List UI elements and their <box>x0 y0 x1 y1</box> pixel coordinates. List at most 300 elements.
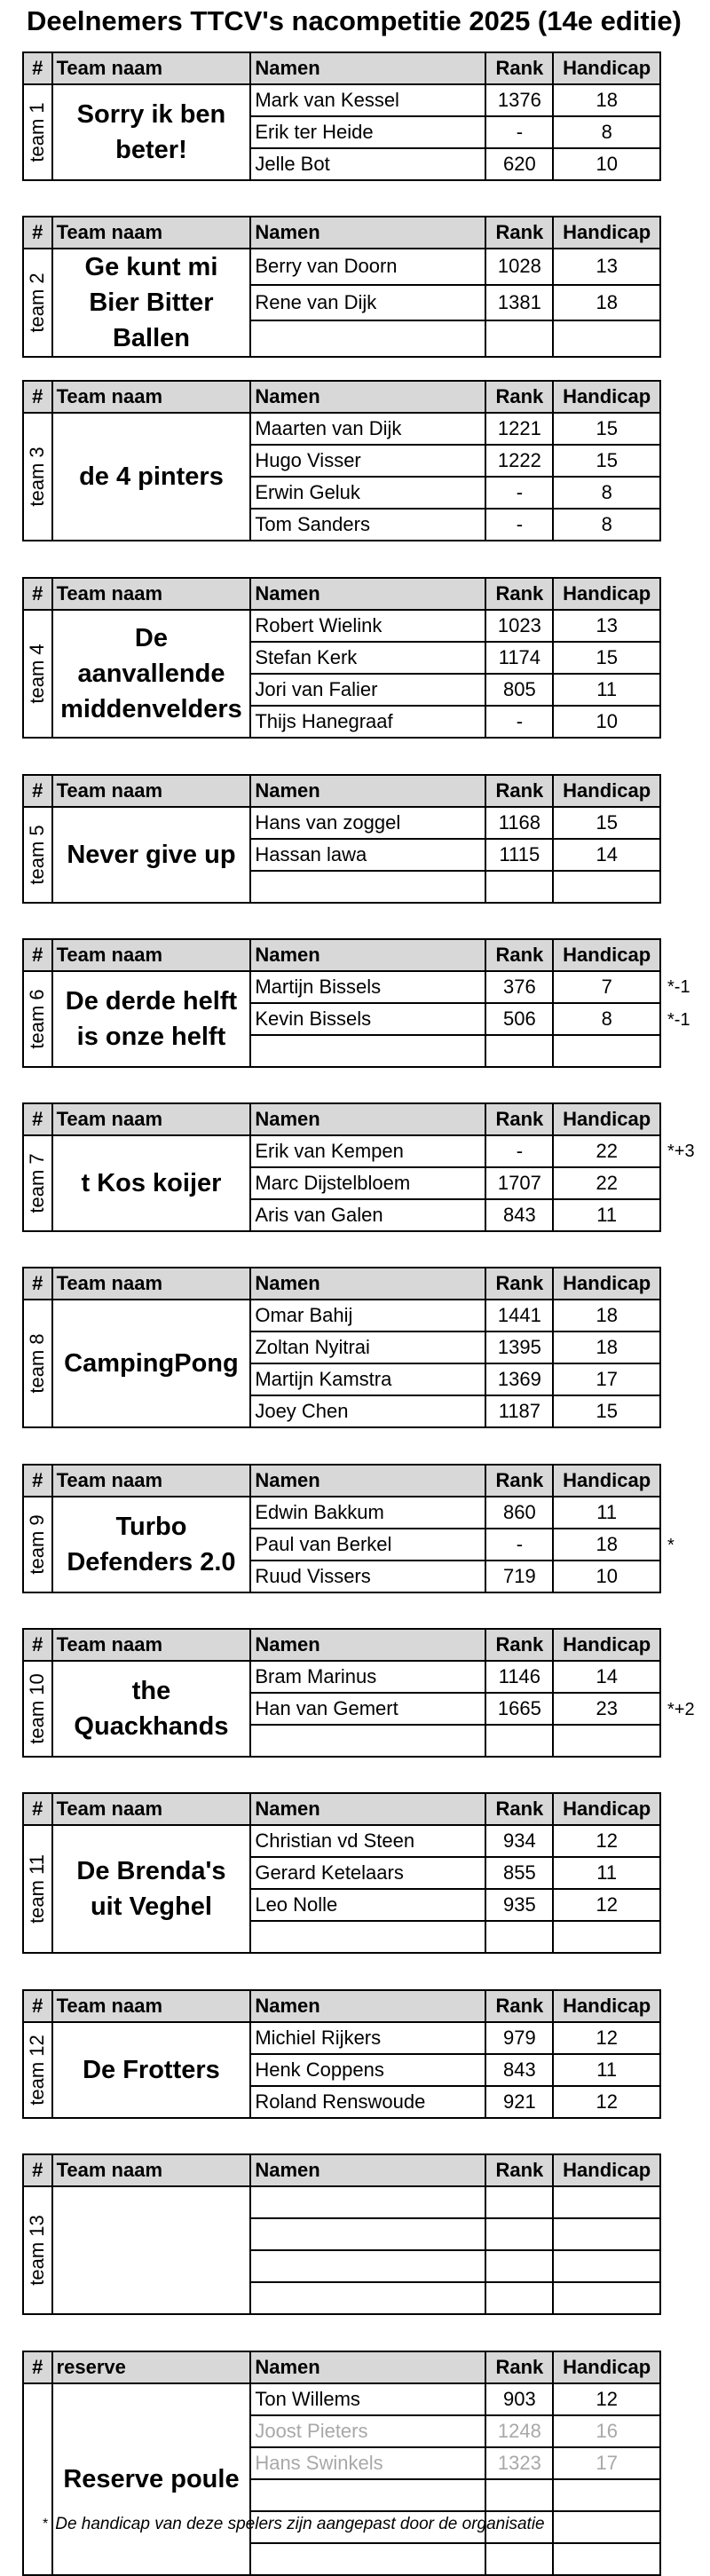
player-handicap: 22 <box>553 1135 660 1167</box>
player-handicap: 18 <box>553 1529 660 1561</box>
header-names: Namen <box>250 2154 485 2186</box>
player-handicap <box>553 2543 660 2575</box>
player-name: Hans Swinkels <box>250 2447 485 2479</box>
team-number-text: team 12 <box>26 2035 49 2106</box>
player-handicap: 12 <box>553 2022 660 2054</box>
player-handicap: 10 <box>553 148 660 180</box>
player-handicap: 13 <box>553 610 660 642</box>
team-number-text: team 4 <box>26 644 49 704</box>
header-rank: Rank <box>485 1990 553 2022</box>
player-name: Kevin Bissels <box>250 1003 485 1035</box>
player-name: Omar Bahij <box>250 1300 485 1331</box>
header-handicap: Handicap <box>553 1990 660 2022</box>
player-name: Hassan lawa <box>250 839 485 871</box>
player-rank <box>485 1921 553 1953</box>
player-name: Joey Chen <box>250 1395 485 1427</box>
player-rank: 1395 <box>485 1331 553 1363</box>
player-name <box>250 2218 485 2250</box>
player-name: Martijn Bissels <box>250 971 485 1003</box>
team-number-text: team 6 <box>26 989 49 1049</box>
player-handicap: 11 <box>553 1857 660 1889</box>
player-rank: 1028 <box>485 249 553 285</box>
player-name: Jelle Bot <box>250 148 485 180</box>
player-name: Henk Coppens <box>250 2054 485 2086</box>
team-number-text: team 13 <box>26 2215 49 2286</box>
team-name: t Kos koijer <box>52 1135 251 1231</box>
header-names: Namen <box>250 217 485 249</box>
team-name: De Brenda's uit Veghel <box>52 1825 251 1953</box>
player-name: Robert Wielink <box>250 610 485 642</box>
player-rank: - <box>485 509 553 541</box>
player-rank: 934 <box>485 1825 553 1857</box>
team-name: Sorry ik ben beter! <box>52 84 251 180</box>
player-name: Hugo Visser <box>250 445 485 477</box>
player-name: Bram Marinus <box>250 1661 485 1693</box>
header-hash: # <box>23 1103 52 1135</box>
header-names: Namen <box>250 1793 485 1825</box>
player-handicap: 17 <box>553 1363 660 1395</box>
player-rank: 1376 <box>485 84 553 116</box>
header-rank: Rank <box>485 217 553 249</box>
header-rank: Rank <box>485 578 553 610</box>
header-hash: # <box>23 217 52 249</box>
header-hash: # <box>23 381 52 413</box>
header-handicap: Handicap <box>553 217 660 249</box>
table-header-row <box>23 52 660 84</box>
player-row <box>23 1300 660 1331</box>
player-handicap: 14 <box>553 839 660 871</box>
team-name: De derde helft is onze helft <box>52 971 251 1067</box>
team-number-text: team 1 <box>26 102 49 162</box>
player-name <box>250 1725 485 1757</box>
player-handicap: 12 <box>553 1889 660 1921</box>
team-number-label <box>23 971 52 1067</box>
player-handicap: 12 <box>553 1825 660 1857</box>
team-name: De Frotters <box>52 2022 251 2118</box>
header-hash: # <box>23 1465 52 1497</box>
player-row <box>23 2186 660 2218</box>
header-hash: # <box>23 1268 52 1300</box>
player-rank: 903 <box>485 2383 553 2415</box>
table-header-row <box>23 2154 660 2186</box>
team-table <box>22 1628 661 1758</box>
table-header-row <box>23 2351 660 2383</box>
header-hash: # <box>23 1793 52 1825</box>
header-team-name: Team naam <box>52 1793 251 1825</box>
team-name: CampingPong <box>52 1300 251 1427</box>
team-table <box>22 2153 661 2315</box>
header-team-name: Team naam <box>52 1990 251 2022</box>
player-name: Ton Willems <box>250 2383 485 2415</box>
player-name: Jori van Falier <box>250 674 485 706</box>
team-number-text: team 8 <box>26 1333 49 1394</box>
player-name: Aris van Galen <box>250 1199 485 1231</box>
header-handicap: Handicap <box>553 2154 660 2186</box>
player-row <box>23 84 660 116</box>
page-title: Deelnemers TTCV's nacompetitie 2025 (14e editie) <box>27 5 682 36</box>
team-table <box>22 577 661 739</box>
player-handicap: 10 <box>553 706 660 738</box>
player-handicap: 18 <box>553 1300 660 1331</box>
player-row <box>23 1825 660 1857</box>
handicap-adjustment-note: *+2 <box>667 1700 695 1719</box>
player-name: Ruud Vissers <box>250 1561 485 1592</box>
player-rank: 805 <box>485 674 553 706</box>
player-rank: 1381 <box>485 285 553 321</box>
player-rank: - <box>485 1135 553 1167</box>
player-handicap: 7 <box>553 971 660 1003</box>
player-handicap: 15 <box>553 1395 660 1427</box>
table-header-row <box>23 775 660 807</box>
player-handicap: 16 <box>553 2415 660 2447</box>
player-handicap <box>553 2282 660 2314</box>
header-names: Namen <box>250 1103 485 1135</box>
player-name: Zoltan Nyitrai <box>250 1331 485 1363</box>
player-rank <box>485 2186 553 2218</box>
player-row <box>23 413 660 445</box>
header-handicap: Handicap <box>553 1793 660 1825</box>
table-header-row <box>23 939 660 971</box>
table-header-row <box>23 578 660 610</box>
header-hash: # <box>23 2351 52 2383</box>
player-rank: 860 <box>485 1497 553 1529</box>
player-name <box>250 2543 485 2575</box>
player-handicap <box>553 1035 660 1067</box>
team-name: Reserve poule <box>52 2383 251 2575</box>
header-names: Namen <box>250 1629 485 1661</box>
player-rank: 1146 <box>485 1661 553 1693</box>
player-rank: 935 <box>485 1889 553 1921</box>
team-name: Turbo Defenders 2.0 <box>52 1497 251 1592</box>
footnote-text: De handicap van deze spelers zijn aangepast door de organisatie <box>55 2515 545 2533</box>
player-name: Thijs Hanegraaf <box>250 706 485 738</box>
handicap-adjustment-note: *+3 <box>667 1142 695 1161</box>
player-name <box>250 2282 485 2314</box>
team-number-label <box>23 84 52 180</box>
team-name: De aanvallende middenvelders <box>52 610 251 738</box>
player-handicap: 14 <box>553 1661 660 1693</box>
header-rank: Rank <box>485 1268 553 1300</box>
header-hash: # <box>23 1990 52 2022</box>
player-handicap: 22 <box>553 1167 660 1199</box>
player-name: Roland Renswoude <box>250 2086 485 2118</box>
player-rank: 855 <box>485 1857 553 1889</box>
team-table <box>22 1464 661 1593</box>
header-handicap: Handicap <box>553 52 660 84</box>
team-number-label <box>23 1135 52 1231</box>
player-rank: 1369 <box>485 1363 553 1395</box>
header-rank: Rank <box>485 2154 553 2186</box>
header-names: Namen <box>250 775 485 807</box>
header-team-name: Team naam <box>52 1103 251 1135</box>
table-header-row <box>23 1990 660 2022</box>
player-rank: 1187 <box>485 1395 553 1427</box>
table-header-row <box>23 1629 660 1661</box>
player-name: Paul van Berkel <box>250 1529 485 1561</box>
player-name: Gerard Ketelaars <box>250 1857 485 1889</box>
player-row <box>23 807 660 839</box>
player-rank: - <box>485 706 553 738</box>
header-rank: Rank <box>485 52 553 84</box>
player-rank <box>485 2218 553 2250</box>
player-rank <box>485 2250 553 2282</box>
header-rank: Rank <box>485 381 553 413</box>
player-handicap <box>553 2186 660 2218</box>
header-team-name: Team naam <box>52 381 251 413</box>
player-handicap: 8 <box>553 509 660 541</box>
header-handicap: Handicap <box>553 578 660 610</box>
team-number-text: team 2 <box>26 273 49 333</box>
player-name: Christian vd Steen <box>250 1825 485 1857</box>
header-handicap: Handicap <box>553 2351 660 2383</box>
table-header-row <box>23 1793 660 1825</box>
player-handicap: 18 <box>553 1331 660 1363</box>
team-table <box>22 216 661 358</box>
header-team-name: Team naam <box>52 52 251 84</box>
team-table <box>22 1792 661 1954</box>
team-name <box>52 2186 251 2314</box>
team-number-label <box>23 1300 52 1427</box>
header-handicap: Handicap <box>553 1268 660 1300</box>
player-rank: 376 <box>485 971 553 1003</box>
player-handicap <box>553 1921 660 1953</box>
footnote <box>43 2512 545 2537</box>
header-team-name: Team naam <box>52 578 251 610</box>
header-rank: Rank <box>485 2351 553 2383</box>
team-table <box>22 1102 661 1232</box>
header-handicap: Handicap <box>553 1629 660 1661</box>
header-rank: Rank <box>485 1793 553 1825</box>
player-handicap: 13 <box>553 249 660 285</box>
team-number-text: team 9 <box>26 1514 49 1575</box>
footnote-asterisk: * <box>43 2517 49 2532</box>
table-header-row <box>23 1103 660 1135</box>
player-row <box>23 2383 660 2415</box>
player-handicap <box>553 871 660 903</box>
team-name: Never give up <box>52 807 251 903</box>
team-table <box>22 2351 661 2576</box>
player-name: Erik van Kempen <box>250 1135 485 1167</box>
player-rank: 620 <box>485 148 553 180</box>
player-rank: 1441 <box>485 1300 553 1331</box>
header-team-name: Team naam <box>52 217 251 249</box>
player-rank <box>485 2479 553 2511</box>
team-number-label <box>23 249 52 357</box>
player-name: Tom Sanders <box>250 509 485 541</box>
player-name <box>250 1035 485 1067</box>
player-handicap: 12 <box>553 2086 660 2118</box>
player-rank: 1174 <box>485 642 553 674</box>
team-name: de 4 pinters <box>52 413 251 541</box>
player-row <box>23 1497 660 1529</box>
player-name: Mark van Kessel <box>250 84 485 116</box>
header-names: Namen <box>250 2351 485 2383</box>
team-number-label <box>23 1497 52 1592</box>
player-handicap: 15 <box>553 807 660 839</box>
player-handicap <box>553 2250 660 2282</box>
player-handicap: 10 <box>553 1561 660 1592</box>
player-rank: 843 <box>485 2054 553 2086</box>
header-hash: # <box>23 775 52 807</box>
player-rank: - <box>485 116 553 148</box>
player-name: Hans van zoggel <box>250 807 485 839</box>
team-table <box>22 938 661 1068</box>
player-handicap <box>553 2479 660 2511</box>
player-row <box>23 610 660 642</box>
header-team-name: reserve <box>52 2351 251 2383</box>
team-number-text: team 3 <box>26 446 49 507</box>
player-rank: 979 <box>485 2022 553 2054</box>
player-rank <box>485 2282 553 2314</box>
player-rank: 843 <box>485 1199 553 1231</box>
player-row <box>23 971 660 1003</box>
header-handicap: Handicap <box>553 381 660 413</box>
team-number-text: team 7 <box>26 1153 49 1213</box>
player-name: Joost Pieters <box>250 2415 485 2447</box>
player-name: Rene van Dijk <box>250 285 485 321</box>
header-names: Namen <box>250 381 485 413</box>
handicap-adjustment-note: *-1 <box>667 1010 690 1030</box>
player-rank <box>485 320 553 357</box>
player-name: Edwin Bakkum <box>250 1497 485 1529</box>
player-handicap: 11 <box>553 674 660 706</box>
header-team-name: Team naam <box>52 1629 251 1661</box>
team-table <box>22 380 661 541</box>
team-name: Ge kunt mi Bier Bitter Ballen <box>52 249 251 357</box>
player-handicap: 11 <box>553 1199 660 1231</box>
player-handicap: 18 <box>553 84 660 116</box>
player-handicap: 11 <box>553 1497 660 1529</box>
player-name: Leo Nolle <box>250 1889 485 1921</box>
player-rank: - <box>485 1529 553 1561</box>
header-names: Namen <box>250 578 485 610</box>
player-name: Erik ter Heide <box>250 116 485 148</box>
player-row <box>23 249 660 285</box>
player-rank: 1222 <box>485 445 553 477</box>
player-name: Stefan Kerk <box>250 642 485 674</box>
header-team-name: Team naam <box>52 775 251 807</box>
header-team-name: Team naam <box>52 2154 251 2186</box>
player-name <box>250 1921 485 1953</box>
table-header-row <box>23 381 660 413</box>
player-handicap <box>553 2511 660 2543</box>
header-rank: Rank <box>485 1629 553 1661</box>
player-rank: 1221 <box>485 413 553 445</box>
handicap-adjustment-note: *-1 <box>667 977 690 997</box>
player-handicap: 8 <box>553 116 660 148</box>
player-name <box>250 871 485 903</box>
team-number-label <box>23 2022 52 2118</box>
player-handicap: 12 <box>553 2383 660 2415</box>
team-table <box>22 51 661 181</box>
header-names: Namen <box>250 1268 485 1300</box>
player-name: Erwin Geluk <box>250 477 485 509</box>
player-handicap: 11 <box>553 2054 660 2086</box>
header-hash: # <box>23 939 52 971</box>
header-rank: Rank <box>485 939 553 971</box>
team-number-text: team 11 <box>26 1854 49 1924</box>
player-row <box>23 2022 660 2054</box>
player-rank: 1248 <box>485 2415 553 2447</box>
header-hash: # <box>23 1629 52 1661</box>
player-handicap <box>553 1725 660 1757</box>
player-rank: 719 <box>485 1561 553 1592</box>
player-rank: 1115 <box>485 839 553 871</box>
player-name <box>250 2186 485 2218</box>
player-handicap: 15 <box>553 642 660 674</box>
player-name: Berry van Doorn <box>250 249 485 285</box>
team-number-label <box>23 2383 52 2575</box>
header-handicap: Handicap <box>553 1103 660 1135</box>
player-name <box>250 320 485 357</box>
team-table <box>22 1989 661 2119</box>
player-handicap <box>553 2218 660 2250</box>
player-name: Han van Gemert <box>250 1693 485 1725</box>
player-rank <box>485 2543 553 2575</box>
player-name: Martijn Kamstra <box>250 1363 485 1395</box>
player-rank <box>485 1725 553 1757</box>
team-table <box>22 774 661 904</box>
team-table <box>22 1267 661 1428</box>
header-handicap: Handicap <box>553 939 660 971</box>
team-name: the Quackhands <box>52 1661 251 1757</box>
team-number-text: team 10 <box>26 1673 49 1744</box>
header-handicap: Handicap <box>553 1465 660 1497</box>
header-names: Namen <box>250 1990 485 2022</box>
team-number-text: team 5 <box>26 825 49 885</box>
player-handicap: 15 <box>553 445 660 477</box>
header-handicap: Handicap <box>553 775 660 807</box>
player-rank: 1023 <box>485 610 553 642</box>
handicap-adjustment-note: * <box>667 1536 674 1555</box>
player-name: Marc Dijstelbloem <box>250 1167 485 1199</box>
team-number-label <box>23 413 52 541</box>
table-header-row <box>23 1465 660 1497</box>
player-rank: 1707 <box>485 1167 553 1199</box>
header-names: Namen <box>250 52 485 84</box>
header-hash: # <box>23 52 52 84</box>
player-rank: 1665 <box>485 1693 553 1725</box>
team-number-label <box>23 1661 52 1757</box>
team-number-label <box>23 2186 52 2314</box>
player-handicap: 15 <box>553 413 660 445</box>
header-names: Namen <box>250 1465 485 1497</box>
header-hash: # <box>23 578 52 610</box>
player-handicap: 23 <box>553 1693 660 1725</box>
player-name <box>250 2250 485 2282</box>
player-name: Maarten van Dijk <box>250 413 485 445</box>
header-rank: Rank <box>485 1465 553 1497</box>
player-name <box>250 2479 485 2511</box>
header-team-name: Team naam <box>52 939 251 971</box>
player-row <box>23 1661 660 1693</box>
player-rank: 1323 <box>485 2447 553 2479</box>
table-header-row <box>23 217 660 249</box>
player-row <box>23 1135 660 1167</box>
player-handicap <box>553 320 660 357</box>
team-number-label <box>23 807 52 903</box>
player-rank: - <box>485 477 553 509</box>
player-rank <box>485 1035 553 1067</box>
team-number-label <box>23 1825 52 1953</box>
header-rank: Rank <box>485 775 553 807</box>
header-hash: # <box>23 2154 52 2186</box>
table-header-row <box>23 1268 660 1300</box>
team-number-label <box>23 610 52 738</box>
player-handicap: 17 <box>553 2447 660 2479</box>
player-rank: 921 <box>485 2086 553 2118</box>
header-names: Namen <box>250 939 485 971</box>
